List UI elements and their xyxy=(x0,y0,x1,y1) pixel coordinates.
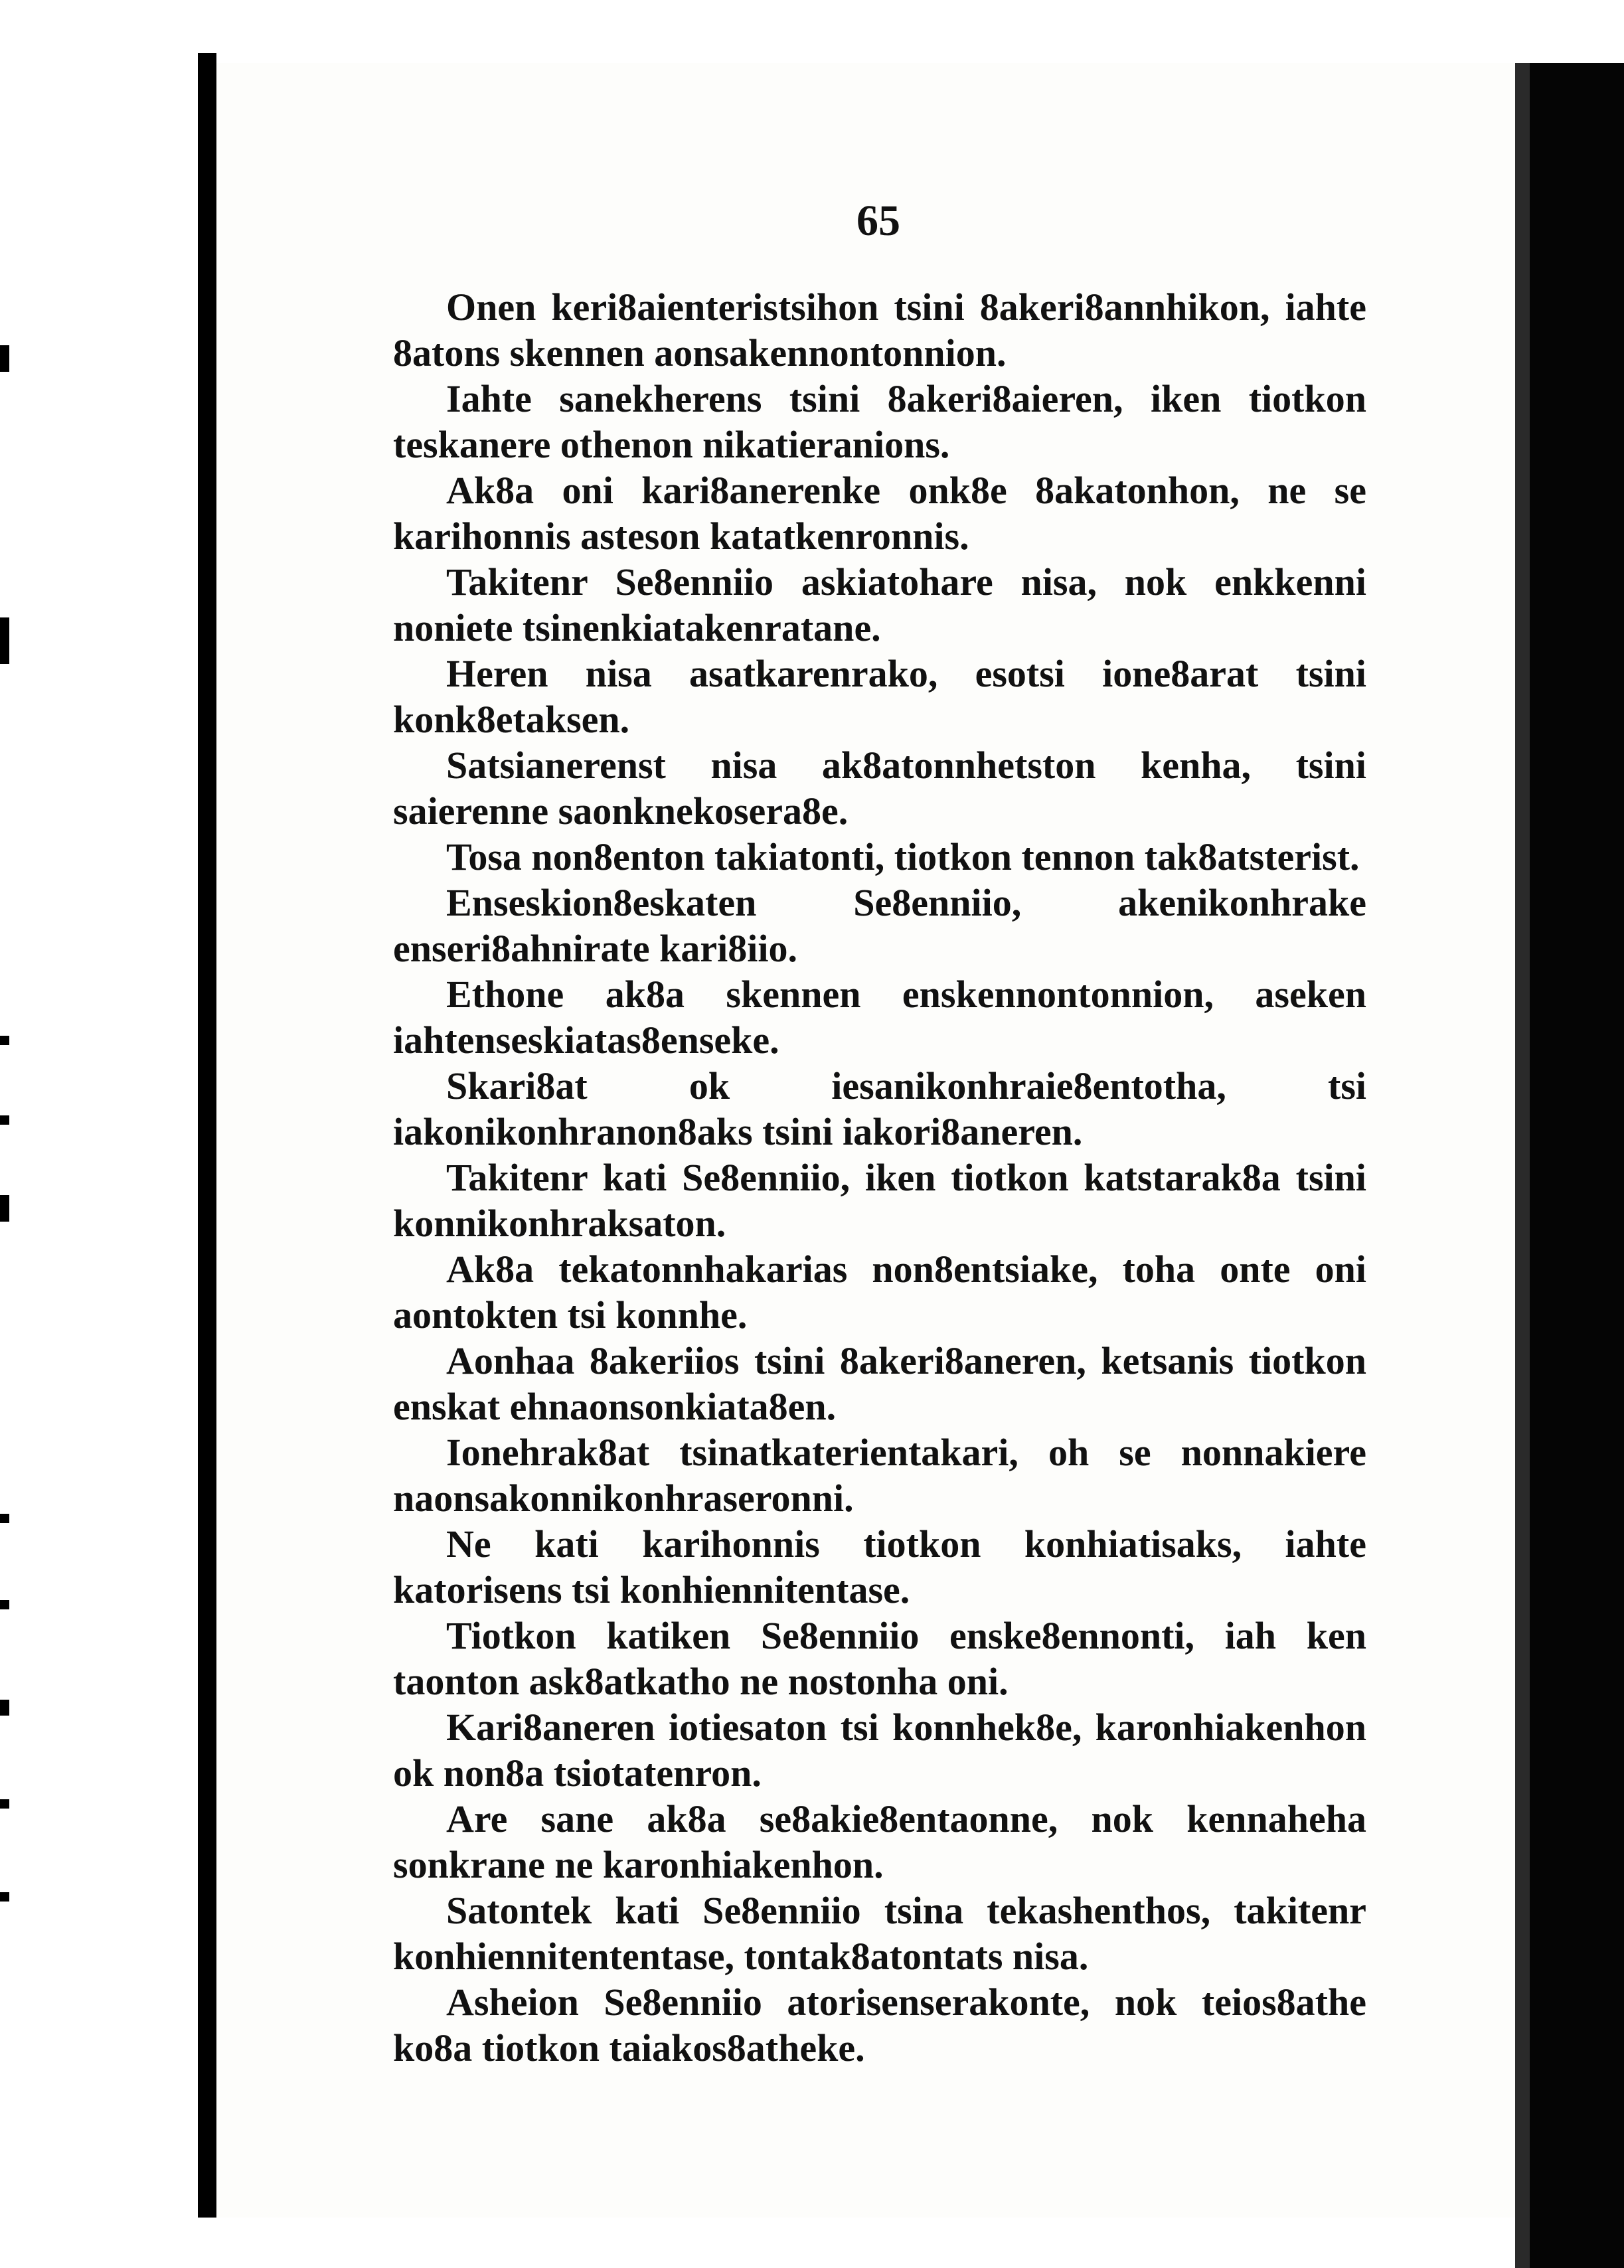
edge-mark xyxy=(0,1195,9,1222)
right-page-edge xyxy=(1515,63,1624,2268)
paragraph: Skari8at ok iesanikonhraie8entotha, tsi iakonikonhranon8aks tsini iakori8aneren. xyxy=(393,1064,1366,1153)
paragraph: Satsianerenst nisa ak8atonnhetston kenha, tsini saierenne saonknekosera8e. xyxy=(393,744,1366,833)
edge-mark xyxy=(0,1600,9,1609)
paragraph: Takitenr Se8enniio askiatohare nisa, nok enkkenni noniete tsinenkiatakenratane. xyxy=(393,560,1366,649)
paragraph: Kari8aneren iotiesaton tsi konnhek8e, karonhiakenhon ok non8a tsiotatenron. xyxy=(393,1706,1366,1795)
edge-mark xyxy=(0,1700,9,1716)
edge-mark xyxy=(0,345,9,372)
paragraph: Ak8a oni kari8anerenke onk8e 8akatonhon, ne se karihonnis asteson katatkenronnis. xyxy=(393,469,1366,558)
paragraph: Iahte sanekherens tsini 8akeri8aieren, iken tiotkon teskanere othenon nikatieranions. xyxy=(393,377,1366,466)
paragraph: Ethone ak8a skennen enskennontonnion, aseken iahtenseskiatas8enseke. xyxy=(393,973,1366,1062)
edge-mark xyxy=(0,1799,9,1809)
paragraph: Ak8a tekatonnhakarias non8entsiake, toha onte oni aontokten tsi konnhe. xyxy=(393,1248,1366,1336)
paragraph: Ne kati karihonnis tiotkon konhiatisaks, iahte katorisens tsi konhiennitentase. xyxy=(393,1522,1366,1611)
paragraph: Tosa non8enton takiatonti, tiotkon tennon tak8atsterist. xyxy=(446,835,1360,878)
left-binding-rule xyxy=(198,53,216,2218)
right-page-edge-shadow xyxy=(1515,63,1530,2268)
paragraph: Satontek kati Se8enniio tsina tekashenthos, takitenr konhiennitententase, tontak8atontats nisa. xyxy=(393,1889,1366,1978)
paragraph: Asheion Se8enniio atorisenserakonte, nok teios8athe ko8a tiotkon taiakos8atheke. xyxy=(393,1981,1366,2069)
paragraph: Aonhaa 8akeriios tsini 8akeri8aneren, ketsanis tiotkon enskat ehnaonsonkiata8en. xyxy=(393,1339,1366,1428)
paragraph: Ionehrak8at tsinatkaterientakari, oh se nonnakiere naonsakonnikonhraseronni. xyxy=(393,1431,1366,1520)
paragraph: Are sane ak8a se8akie8entaonne, nok kennaheha sonkrane ne karonhiakenhon. xyxy=(393,1797,1366,1886)
edge-mark xyxy=(0,1115,9,1125)
page-text xyxy=(393,284,1366,2071)
edge-mark xyxy=(0,617,9,664)
edge-mark xyxy=(0,1036,9,1045)
paragraph: Enseskion8eskaten Se8enniio, akenikonhrake enseri8ahnirate kari8iio. xyxy=(393,881,1366,970)
edge-mark xyxy=(0,1892,9,1902)
paragraph: Takitenr kati Se8enniio, iken tiotkon katstarak8a tsini konnikonhraksaton. xyxy=(393,1156,1366,1245)
page-number: 65 xyxy=(856,197,900,245)
paragraph: Heren nisa asatkarenrako, esotsi ione8arat tsini konk8etaksen. xyxy=(393,652,1366,741)
paragraph: Tiotkon katiken Se8enniio enske8ennonti, iah ken taonton ask8atkatho ne nostonha oni. xyxy=(393,1614,1366,1703)
paragraph: Onen keri8aienteristsihon tsini 8akeri8annhikon, iahte 8atons skennen aonsakennontonnion. xyxy=(393,285,1366,374)
edge-mark xyxy=(0,1514,9,1523)
